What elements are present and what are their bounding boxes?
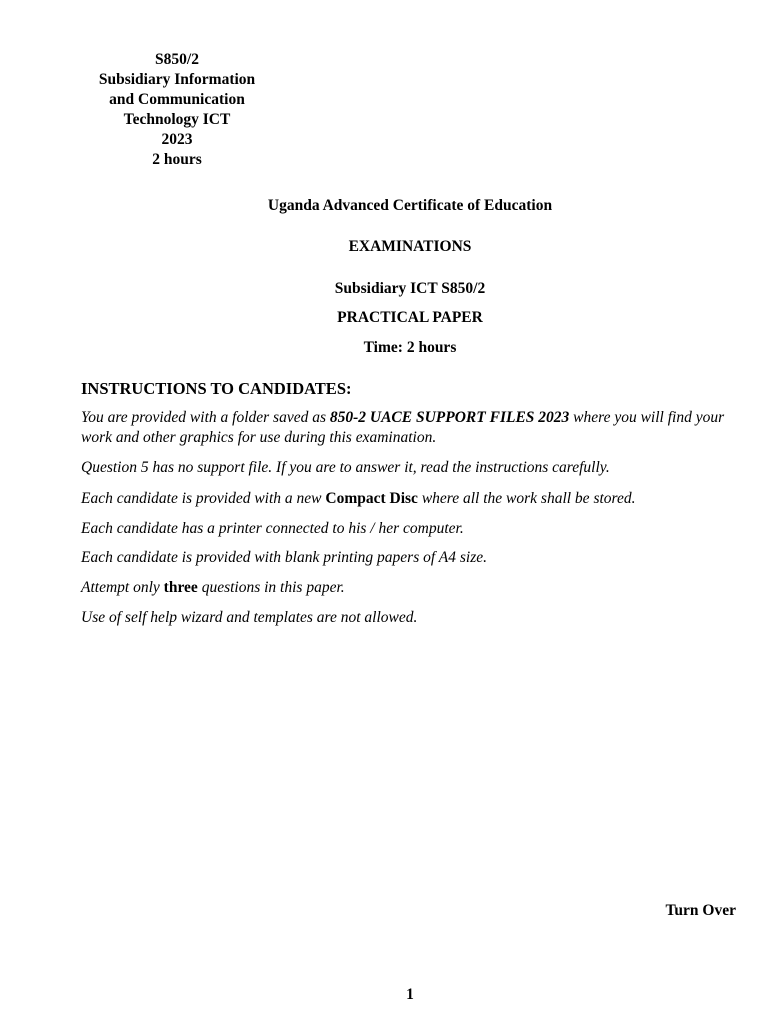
instruction-text: Each candidate is provided with a new	[81, 490, 326, 507]
instruction-text: where all the work shall be stored.	[417, 490, 636, 507]
instruction-item	[81, 519, 741, 539]
paper-code-title: Subsidiary ICT S850/2	[334, 280, 486, 297]
instruction-emphasis: 850-2 UACE SUPPORT FILES 2023	[329, 409, 570, 426]
instruction-text: Attempt only	[81, 579, 164, 596]
time-title: Time: 2 hours	[363, 339, 457, 356]
paper-header-block	[72, 50, 282, 170]
instruction-item	[81, 489, 741, 509]
examinations-title: EXAMINATIONS	[348, 238, 472, 255]
paper-duration: 2 hours	[152, 151, 202, 168]
turn-over-label: Turn Over	[665, 902, 736, 919]
instruction-text: Each candidate is provided with blank printing papers of A4 size.	[81, 549, 487, 566]
instruction-emphasis: three	[163, 579, 198, 596]
instruction-item	[81, 458, 741, 478]
instruction-text: You are provided with a folder saved as	[81, 409, 330, 426]
instruction-item	[81, 578, 741, 598]
paper-code: S850/2	[155, 51, 199, 68]
instruction-emphasis: Compact Disc	[325, 490, 418, 507]
instruction-text: Each candidate has a printer connected to his / her computer.	[81, 520, 464, 537]
paper-type-title: PRACTICAL PAPER	[337, 309, 483, 326]
instruction-text: Use of self help wizard and templates are not allowed.	[81, 609, 418, 626]
instruction-text: questions in this paper.	[197, 579, 345, 596]
instruction-text: Question 5 has no support file. If you are to answer it, read the instructions carefully.	[81, 459, 610, 476]
instruction-item	[81, 548, 741, 568]
subject-line-3: Technology ICT	[123, 111, 231, 128]
instruction-text: where you will find your work and other graphics for use during this examination.	[81, 409, 725, 446]
instruction-item	[81, 408, 741, 448]
instruction-item	[81, 608, 741, 628]
paper-year: 2023	[161, 131, 193, 148]
instructions-heading: INSTRUCTIONS TO CANDIDATES:	[81, 379, 352, 398]
exam-board-title: Uganda Advanced Certificate of Education	[267, 197, 553, 214]
subject-line-2: and Communication	[109, 91, 245, 108]
subject-line-1: Subsidiary Information	[98, 71, 256, 88]
page-number: 1	[406, 986, 414, 1003]
